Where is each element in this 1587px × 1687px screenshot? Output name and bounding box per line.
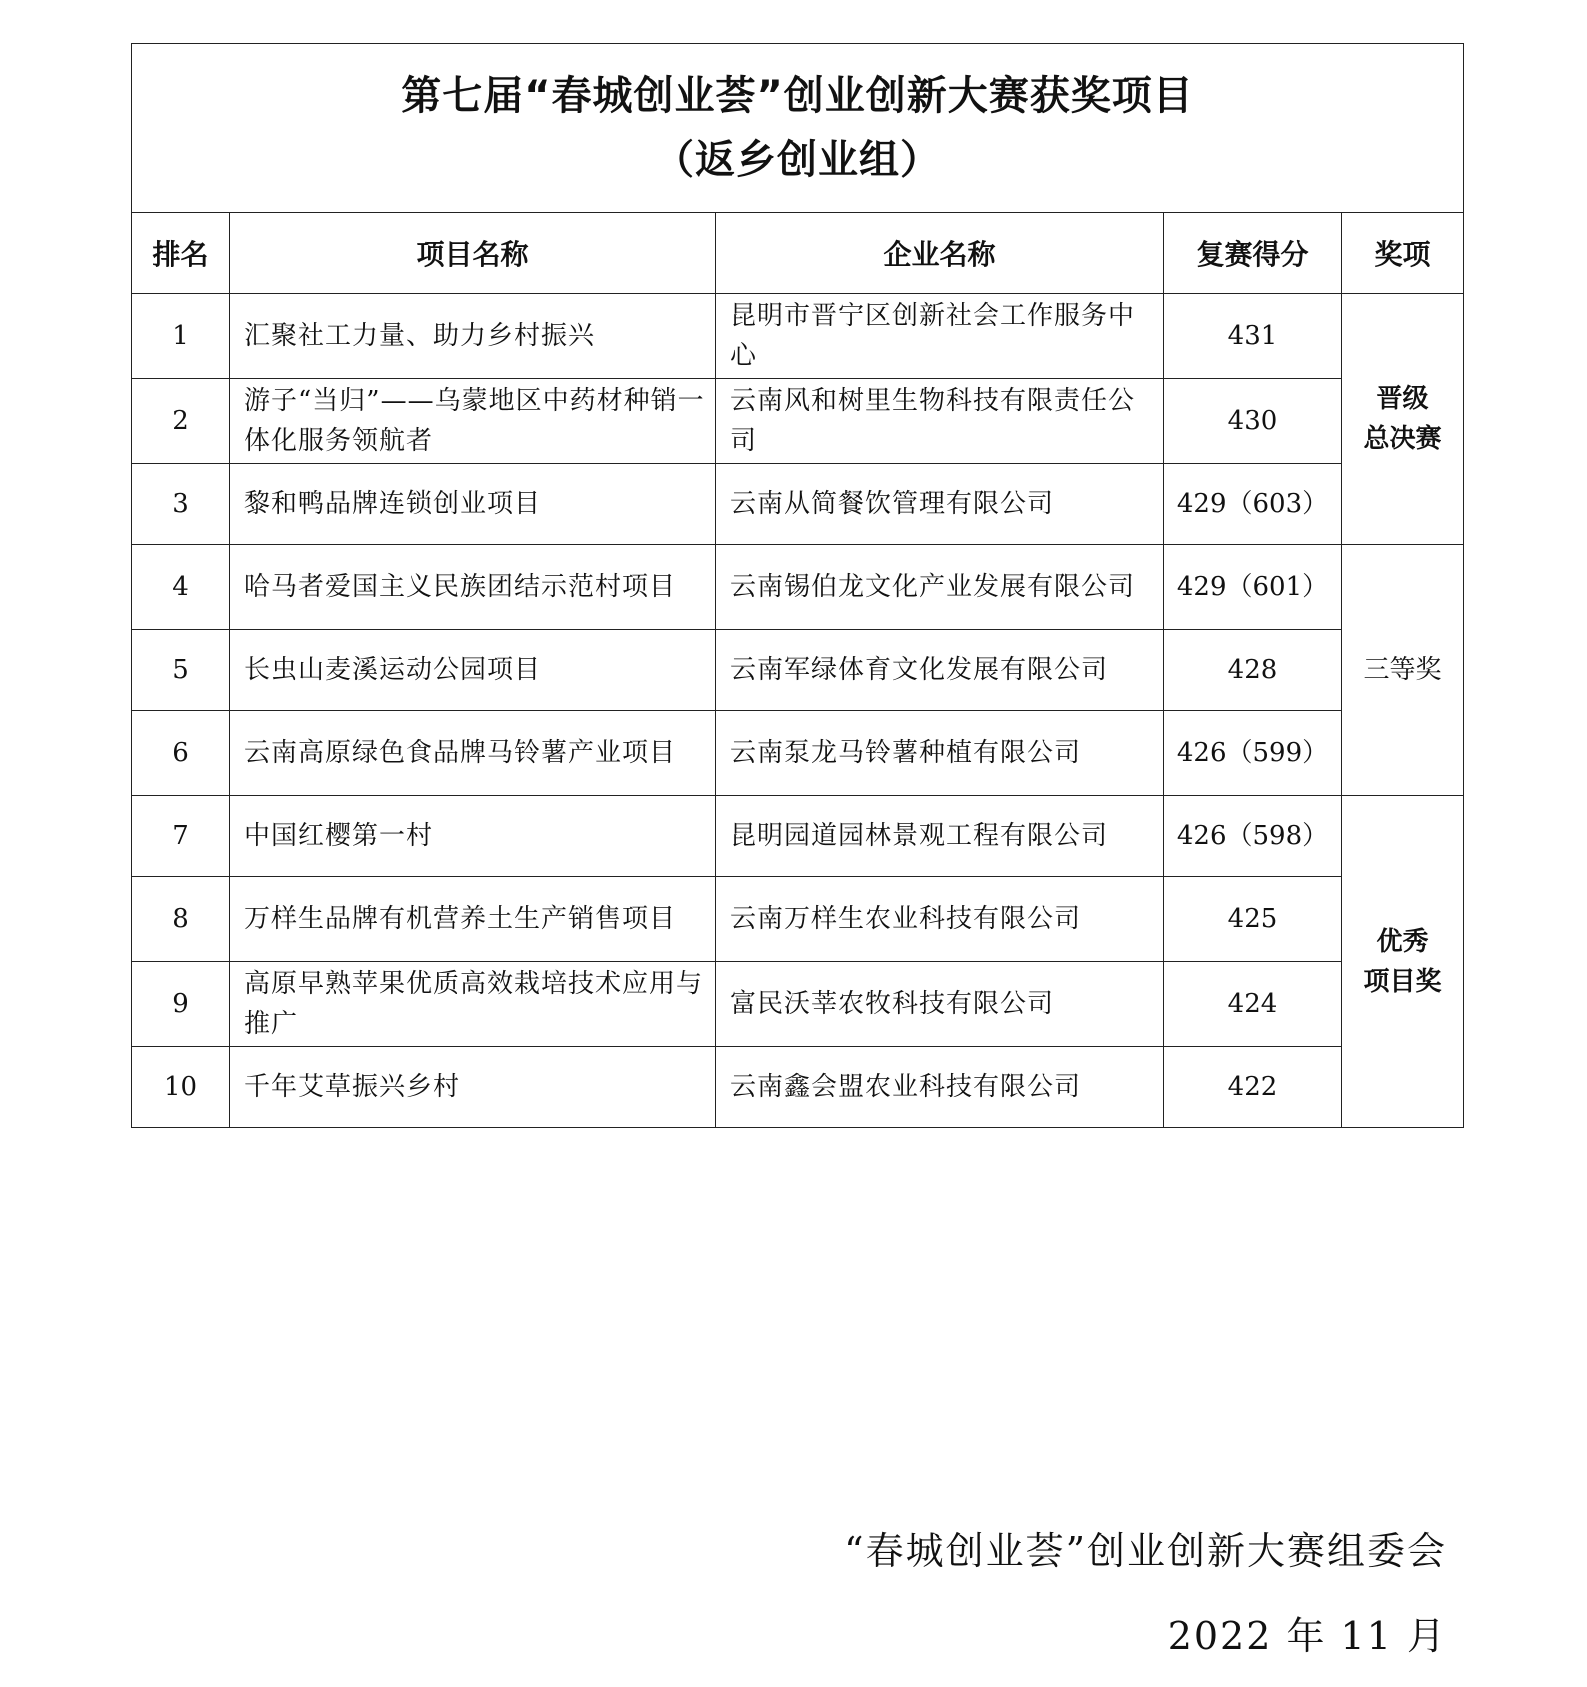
table-header-row [132, 213, 1464, 294]
rank-cell: 2 [132, 379, 230, 464]
score-cell: 422 [1164, 1047, 1342, 1128]
table-row [132, 545, 1464, 630]
header-award: 奖项 [1342, 213, 1464, 294]
award-label: 项目奖 [1363, 966, 1442, 997]
score-cell: 425 [1164, 877, 1342, 962]
award-label: 优秀 [1376, 926, 1429, 957]
score-cell: 426（599） [1164, 711, 1342, 796]
company-cell: 富民沃莘农牧科技有限公司 [716, 962, 1164, 1047]
award-cell-third-prize [1342, 545, 1464, 796]
table-row [132, 630, 1464, 711]
rank-cell: 7 [132, 796, 230, 877]
project-cell: 长虫山麦溪运动公园项目 [230, 630, 716, 711]
table-row [132, 464, 1464, 545]
header-rank: 排名 [132, 213, 230, 294]
award-label: 晋级 [1376, 384, 1429, 414]
score-cell: 429（603） [1164, 464, 1342, 545]
table-row [132, 1047, 1464, 1128]
header-score: 复赛得分 [1164, 213, 1342, 294]
score-cell: 428 [1164, 630, 1342, 711]
project-cell: 黎和鸭品牌连锁创业项目 [230, 464, 716, 545]
project-cell: 游子“当归”——乌蒙地区中药材种销一体化服务领航者 [230, 379, 716, 464]
rank-cell: 4 [132, 545, 230, 630]
project-cell: 万样生品牌有机营养土生产销售项目 [230, 877, 716, 962]
score-cell: 431 [1164, 294, 1342, 379]
rank-cell: 8 [132, 877, 230, 962]
company-cell: 云南从简餐饮管理有限公司 [716, 464, 1164, 545]
table-row [132, 962, 1464, 1047]
rank-cell: 9 [132, 962, 230, 1047]
score-cell: 426（598） [1164, 796, 1342, 877]
rank-cell: 10 [132, 1047, 230, 1128]
project-cell: 哈马者爱国主义民族团结示范村项目 [230, 545, 716, 630]
organizer-signature: “春城创业荟”创业创新大赛组委会 [844, 1529, 1447, 1573]
header-project: 项目名称 [230, 213, 716, 294]
award-table [131, 43, 1464, 1128]
page-subtitle: （返乡创业组） [654, 137, 942, 183]
project-cell: 汇聚社工力量、助力乡村振兴 [230, 294, 716, 379]
rank-cell: 1 [132, 294, 230, 379]
company-cell: 云南鑫会盟农业科技有限公司 [716, 1047, 1164, 1128]
project-cell: 高原早熟苹果优质高效栽培技术应用与推广 [230, 962, 716, 1047]
table-row [132, 796, 1464, 877]
table-row [132, 877, 1464, 962]
score-cell: 429（601） [1164, 545, 1342, 630]
award-cell-excellent [1342, 796, 1464, 1128]
company-cell: 云南军绿体育文化发展有限公司 [716, 630, 1164, 711]
score-cell: 424 [1164, 962, 1342, 1047]
page-title: 第七届“春城创业荟”创业创新大赛获奖项目 [401, 73, 1194, 119]
project-cell: 云南高原绿色食品牌马铃薯产业项目 [230, 711, 716, 796]
rank-cell: 5 [132, 630, 230, 711]
rank-cell: 3 [132, 464, 230, 545]
table-row [132, 379, 1464, 464]
company-cell: 云南风和树里生物科技有限责任公司 [716, 379, 1164, 464]
award-label: 三等奖 [1363, 655, 1442, 685]
project-cell: 中国红樱第一村 [230, 796, 716, 877]
table-row [132, 294, 1464, 379]
header-company: 企业名称 [716, 213, 1164, 294]
award-cell-finals [1342, 294, 1464, 545]
company-cell: 云南泵龙马铃薯种植有限公司 [716, 711, 1164, 796]
rank-cell: 6 [132, 711, 230, 796]
table-row [132, 711, 1464, 796]
issue-date: 2022 年 11 月 [1167, 1614, 1447, 1658]
award-label: 总决赛 [1363, 424, 1442, 454]
score-cell: 430 [1164, 379, 1342, 464]
company-cell: 云南锡伯龙文化产业发展有限公司 [716, 545, 1164, 630]
company-cell: 昆明园道园林景观工程有限公司 [716, 796, 1164, 877]
title-cell [132, 44, 1464, 213]
project-cell: 千年艾草振兴乡村 [230, 1047, 716, 1128]
company-cell: 云南万样生农业科技有限公司 [716, 877, 1164, 962]
company-cell: 昆明市晋宁区创新社会工作服务中心 [716, 294, 1164, 379]
